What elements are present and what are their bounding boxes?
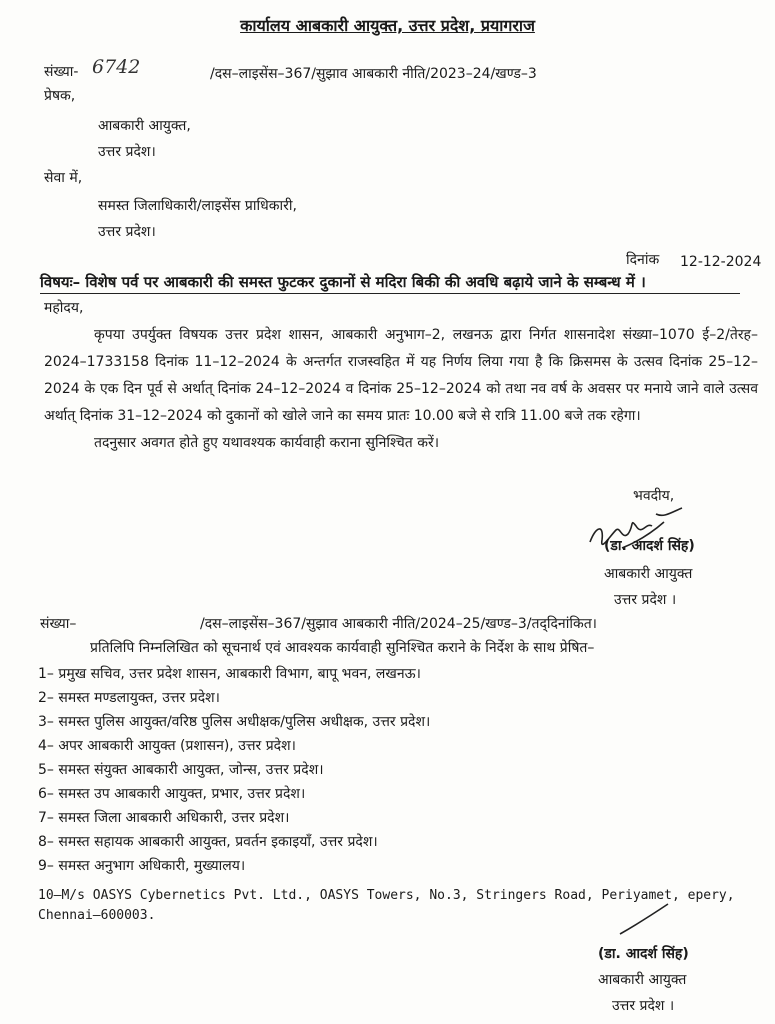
letter-body xyxy=(44,322,758,457)
copy-list-item: 9– समस्त अनुभाग अधिकारी, मुख्यालय। xyxy=(38,858,246,874)
closing: भवदीय, xyxy=(633,488,675,504)
copy-list xyxy=(38,662,760,878)
signatory-2-designation: आबकारी आयुक्त xyxy=(598,972,687,988)
sender-label: प्रेषक, xyxy=(44,88,76,104)
ref-bottom-label: संख्या– xyxy=(40,616,77,632)
copy-list-item: 5– समस्त संयुक्त आबकारी आयुक्त, जोन्स, उत्तर प्रदेश। xyxy=(38,762,324,778)
signatory-2-place: उत्तर प्रदेश । xyxy=(612,998,675,1014)
recipient-name: समस्त जिलाधिकारी/लाइसेंस प्राधिकारी, xyxy=(98,198,297,214)
signature-2 xyxy=(614,900,674,940)
ref-path: /दस–लाइसेंस–367/सुझाव आबकारी नीति/2023–24/खण्ड–3 xyxy=(210,66,537,82)
date-value: 12-12-2024 xyxy=(680,254,762,270)
recipient-label: सेवा में, xyxy=(44,170,83,186)
copy-list-item: 3– समस्त पुलिस आयुक्त/वरिष्ठ पुलिस अधीक्षक/पुलिस अधीक्षक, उत्तर प्रदेश। xyxy=(38,714,431,730)
body-paragraph-2: तदनुसार अवगत होते हुए यथावश्यक कार्यवाही कराना सुनिश्चित करें। xyxy=(94,435,440,451)
copy-list-item: 4– अपर आबकारी आयुक्त (प्रशासन), उत्तर प्रदेश। xyxy=(38,738,296,754)
body-paragraph-1: कृपया उपर्युक्त विषयक उत्तर प्रदेश शासन, आबकारी अनुभाग–2, लखनऊ द्वारा निर्गत शासनादेश संख्या–1070 ई–2/तेरह–2024–1733158 दिनांक 11–12–2024 के अन्तर्गत राजस्वहित में यह निर्णय लिया गया है कि क्रिसमस के उत्सव दिनांक 25–12–2024 के एक दिन पूर्व से अर्थात् दिनांक 24–12–2024 व दिनांक 25–12–2024 को तथा नव वर्ष के अवसर पर मनाये जाने वाले उत्सव अर्थात् दिनांक 31–12–2024 को दुकानों को खोले जाने का समय प्रातः 10.00 बजे से रात्रि 11.00 बजे तक रहेगा। xyxy=(44,327,758,424)
copy-list-item: 7– समस्त जिला आबकारी अधिकारी, उत्तर प्रदेश। xyxy=(38,810,290,826)
sender-name: आबकारी आयुक्त, xyxy=(98,118,191,134)
copy-list-item: 8– समस्त सहायक आबकारी आयुक्त, प्रवर्तन इकाइयाँ, उत्तर प्रदेश। xyxy=(38,834,378,850)
copy-intro: प्रतिलिपि निम्नलिखित को सूचनार्थ एवं आवश्यक कार्यवाही सुनिश्चित कराने के निर्देश के साथ प्रेषित– xyxy=(90,640,595,656)
recipient-place: उत्तर प्रदेश। xyxy=(98,224,156,240)
subject-line: विषयः– विशेष पर्व पर आबकारी की समस्त फुटकर दुकानों से मदिरा बिकी की अवधि बढ़ाये जाने के सम्बन्ध में । xyxy=(40,272,740,294)
copy-list-item: 6– समस्त उप आबकारी आयुक्त, प्रभार, उत्तर प्रदेश। xyxy=(38,786,306,802)
ref-number-handwritten: 6742 xyxy=(92,56,141,78)
signatory-1-name: (डा. आदर्श सिंह) xyxy=(604,538,695,554)
office-title: कार्यालय आबकारी आयुक्त, उत्तर प्रदेश, प्रयागराज xyxy=(240,16,535,35)
signatory-1-place: उत्तर प्रदेश । xyxy=(614,592,677,608)
copy-list-item: 1– प्रमुख सचिव, उत्तर प्रदेश शासन, आबकारी विभाग, बापू भवन, लखनऊ। xyxy=(38,666,421,682)
signatory-1-designation: आबकारी आयुक्त xyxy=(604,566,693,582)
copy-list-item: 2– समस्त मण्डलायुक्त, उत्तर प्रदेश। xyxy=(38,690,220,706)
signatory-2-name: (डा. आदर्श सिंह) xyxy=(598,946,689,962)
salutation: महोदय, xyxy=(44,300,84,316)
sender-place: उत्तर प्रदेश। xyxy=(98,144,156,160)
copy-list-item-10: 10–M/s OASYS Cybernetics Pvt. Ltd., OASYS Towers, No.3, Stringers Road, Periyamet, epery, Chennai–600003. xyxy=(38,888,735,923)
ref-number-label: संख्या- xyxy=(44,64,79,80)
date-label: दिनांक xyxy=(626,252,660,268)
ref-bottom-path: /दस–लाइसेंस–367/सुझाव आबकारी नीति/2024–25/खण्ड–3/तद्‌दिनांकित। xyxy=(200,616,597,632)
